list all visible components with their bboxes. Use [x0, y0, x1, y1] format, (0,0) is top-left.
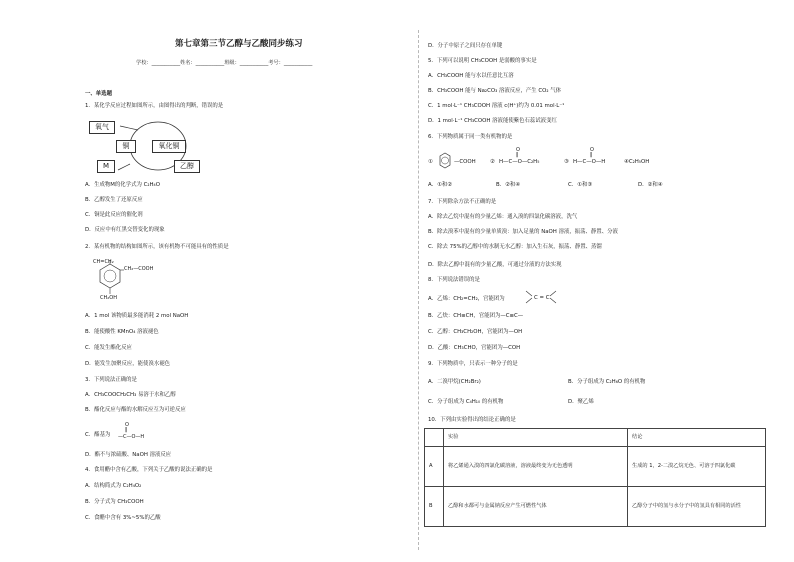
ethanol-box: 乙醇 — [174, 160, 200, 173]
table-row — [425, 447, 766, 487]
q7-option-c: C．除去 75%的乙醇中的水制无水乙醇：加入生石灰，振荡、静置、蒸馏 — [428, 244, 602, 250]
q4-stem: 4．食用醋中含有乙酸，下列关于乙酸的说法正确的是 — [85, 467, 213, 473]
q9-option-b: B．分子组成为 C₂H₆O 的有机物 — [568, 379, 646, 385]
q6-item1-carboxyl: —COOH — [454, 159, 476, 165]
q10-experiment-table — [424, 428, 766, 527]
q3-option-a: A．CH₃COOCH₂CH₃ 易溶于水和乙醇 — [85, 392, 176, 398]
q1-option-a: A．生成物M的化学式为 C₂H₄O — [85, 182, 160, 188]
q3-option-d: D．酯不与浓硫酸、NaOH 溶液反应 — [85, 452, 172, 458]
table-header-cell: 结论 — [628, 429, 766, 447]
copper-oxide-box: 氧化铜 — [152, 140, 186, 153]
q5-stem: 5．下列可以说明 CH₃COOH 是弱酸的事实是 — [428, 58, 537, 64]
q9-option-a: A．二溴甲烷(CH₂Br₂) — [428, 379, 481, 385]
q4-option-c: C．食醋中含有 3%~5%的乙酸 — [85, 515, 161, 521]
q6-option-c: C．①和③ — [568, 182, 593, 188]
table-cell: 生成的 1，2-二溴乙烷无色、可溶于四氯化碳 — [628, 447, 766, 487]
q3-ester-chain: —C—O—H — [118, 434, 145, 440]
oxygen-box: 氧气 — [89, 121, 115, 134]
column-divider — [418, 30, 419, 550]
q9-option-c: C．分子组成为 C₄H₁₀ 的有机物 — [428, 399, 504, 405]
q3-option-c: C．酯基为 — [85, 432, 111, 438]
q4-option-a: A．结构简式为 C₂H₄O₂ — [85, 483, 142, 489]
q2-option-d: D．能发生加聚反应，能使溴水褪色 — [85, 361, 171, 367]
q6-option-a: A．①和② — [428, 182, 453, 188]
table-cell: B — [425, 487, 444, 527]
q9-stem: 9．下列物质中，只表示一种分子的是 — [428, 361, 518, 367]
q7-stem: 7．下列除杂方法不正确的是 — [428, 199, 497, 205]
q5-option-d: D．1 mol·L⁻¹ CH₃COOH 溶液能使紫色石蕊试液变红 — [428, 118, 557, 124]
q1-option-b: B．乙醇发生了还原反应 — [85, 197, 143, 203]
q5-option-a: A．CH₃COOH 能与水以任意比互溶 — [428, 73, 514, 79]
table-header-cell — [425, 429, 444, 447]
q6-item3-oxygen: O — [590, 147, 594, 153]
q8-option-c: C．乙醇：CH₃CH₂OH，官能团为—OH — [428, 329, 523, 335]
q2-option-a: A．1 mol 该物质最多能消耗 2 mol NaOH — [85, 313, 189, 319]
q6-item4: ④C₂H₅OH — [624, 159, 650, 165]
q2-option-c: C．能发生酯化反应 — [85, 345, 132, 351]
m-product-box: M — [97, 160, 115, 173]
table-cell: A — [425, 447, 444, 487]
q6-stem: 6．下列物质属于同一类有机物的是 — [428, 134, 513, 140]
copper-box: 铜 — [116, 140, 136, 153]
q3-option-b: B．酯化反应与酯的水解反应互为可逆反应 — [85, 407, 186, 413]
benzene-ring-icon — [436, 152, 454, 172]
q1-stem: 1．某化学反应过程如图所示，由图得出的判断，错误的是 — [85, 103, 224, 109]
q6-item3-double-bond: ‖ — [590, 152, 593, 158]
q7-option-a: A．除去乙烷中混有的少量乙烯：通入溴的四氯化碳溶液，洗气 — [428, 214, 578, 220]
q2-vinyl-group: CH=CH₂ — [93, 259, 114, 265]
q2-hydroxymethyl-group: CH₂OH — [100, 295, 117, 301]
q1-option-d: D．反应中有红黑交替变化的现象 — [85, 227, 165, 233]
q3-ester-double-bond: ‖ — [125, 427, 128, 433]
q8-alkene-group: C = C — [534, 295, 550, 301]
q8-option-b: B．乙炔：CH≡CH，官能团为—C≡C— — [428, 313, 524, 319]
student-info-line: 学校：___________姓名：___________班级：___________考号：___________ — [136, 60, 313, 66]
q6-item1-label: ① — [428, 159, 433, 165]
q2-acetic-group: CH₂—COOH — [124, 266, 154, 272]
table-row — [425, 487, 766, 527]
section-heading: 一、单选题 — [85, 91, 112, 97]
q4-option-b: B．分子式为 CH₃COOH — [85, 499, 144, 505]
q10-stem: 10．下列由实验得出的结论正确的是 — [428, 417, 516, 423]
q5-option-b: B．CH₃COOH 能与 Na₂CO₃ 溶液反应，产生 CO₂ 气体 — [428, 88, 562, 94]
q7-option-d: D．除去乙醇中混有的少量乙酸，可通过分液的方法实现 — [428, 262, 562, 268]
table-cell: 乙醇分子中的氢与水分子中的氢具有相同的活性 — [628, 487, 766, 527]
table-cell: 乙醇和水都可与金属钠反应产生可燃性气体 — [444, 487, 628, 527]
q1-option-c: C．铜是此反应的催化剂 — [85, 212, 143, 218]
q2-option-b: B．能使酸性 KMnO₄ 溶液褪色 — [85, 329, 159, 335]
q8-stem: 8．下列说法错误的是 — [428, 277, 480, 283]
q4-option-d: D．分子中原子之间只存在单键 — [428, 43, 503, 49]
q6-item3-formula: H—C—O—H — [573, 159, 606, 165]
q3-ester-oxygen: O — [125, 422, 129, 428]
q6-option-d: D．②和④ — [638, 182, 663, 188]
q9-option-d: D．聚乙烯 — [568, 399, 594, 405]
q6-item2-label: ② — [490, 159, 495, 165]
q5-option-c: C．1 mol·L⁻¹ CH₃COOH 溶液 c(H⁺)约为 0.01 mol·L⁻¹ — [428, 103, 565, 109]
table-header-row — [425, 429, 766, 447]
q8-option-d: D．乙酸：CH₃CHO，官能团为—COH — [428, 345, 521, 351]
q6-item3-label: ③ — [564, 159, 569, 165]
q6-item2-formula: H—C—O—C₂H₅ — [499, 159, 540, 165]
q2-stem: 2．某有机物的结构如图所示，该有机物不可能具有的性质是 — [85, 244, 229, 250]
q7-option-b: B．除去溴苯中混有的少量单质溴：加入足量的 NaOH 溶液，振荡、静置、分液 — [428, 229, 618, 235]
table-cell: 将乙烯通入溴的四氯化碳溶液，溶液最终变为无色透明 — [444, 447, 628, 487]
table-header-cell: 实验 — [444, 429, 628, 447]
q8-option-a: A．乙烯：CH₂=CH₂，官能团为 — [428, 296, 505, 302]
q3-stem: 3．下列说法正确的是 — [85, 377, 137, 383]
q6-item2-oxygen: O — [516, 147, 520, 153]
q6-option-b: B．②和④ — [496, 182, 521, 188]
q6-item2-double-bond: ‖ — [516, 152, 519, 158]
page-title: 第七章第三节乙醇与乙酸同步练习 — [175, 39, 303, 49]
